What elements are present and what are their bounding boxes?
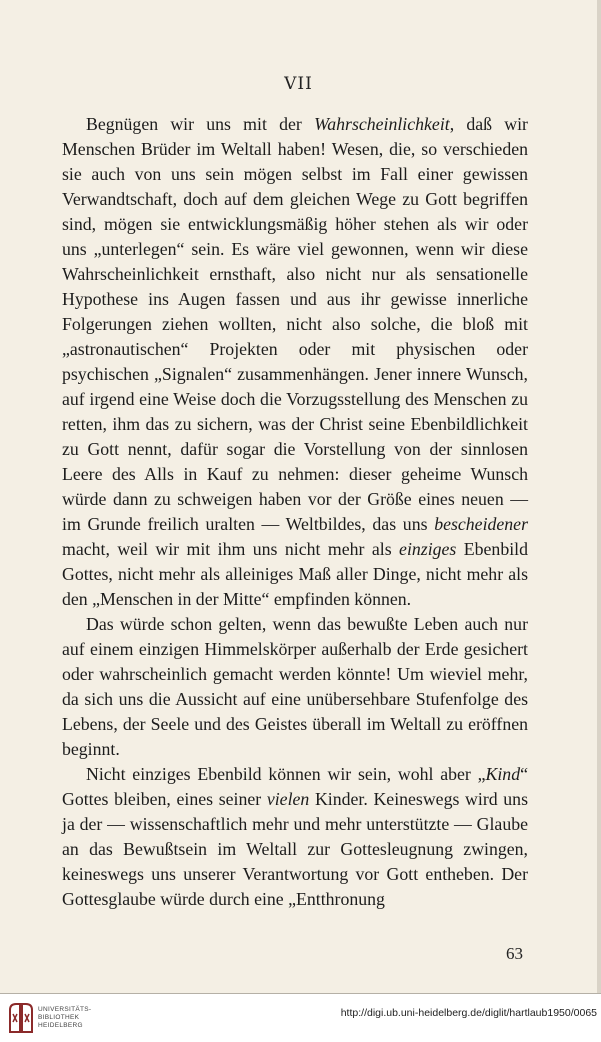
italic-text: einziges <box>399 539 457 559</box>
paragraph <box>62 762 528 912</box>
italic-text: Wahrscheinlichkeit <box>314 114 450 134</box>
institution-name <box>38 1006 91 1030</box>
institution-line: HEIDELBERG <box>38 1022 83 1029</box>
institution-line: BIBLIOTHEK <box>38 1014 80 1021</box>
paragraph <box>62 612 528 762</box>
text-run: Das würde schon gelten, wenn das bewußte Leben auch nur auf einem einzigen Himmelskörper außerhalb der Erde gesichert oder wahrscheinlich gemacht werden könnte! Um wieviel mehr, da sich uns die Aussicht auf eine unübersehbare Stufenfolge des Lebens, der Seele und des Geistes überall im Weltall zu eröffnen beginnt. <box>62 614 528 759</box>
footer-bar <box>0 993 601 1042</box>
italic-text: vielen <box>266 789 310 809</box>
text-run: macht, weil wir mit ihm uns nicht mehr als <box>62 539 400 559</box>
institution-line: UNIVERSITÄTS- <box>38 1006 92 1013</box>
body-text <box>62 112 528 912</box>
text-run: Ebenbild Gottes, nicht mehr als alleiniges Maß aller Dinge, nicht mehr als den „Menschen in der Mitte“ empfinden können. <box>62 539 528 609</box>
source-url-link[interactable]: http://digi.ub.uni-heidelberg.de/diglit/hartlaub1950/0065 <box>340 1007 597 1019</box>
text-run: Begnügen wir uns mit der <box>86 114 315 134</box>
text-run: , daß wir Menschen Brüder im Weltall haben! Wesen, die, so verschieden sie auch von uns sein mögen selbst im Fall einer gewissen Verwandtschaft, doch auf dem gleichen Wege zu Gott begriffen sind, mögen sie entwicklungsmäßig höher stehen als wir oder uns „unterlegen“ sein. Es wäre viel gewonnen, wenn wir diese Wahrscheinlichkeit ernsthaft, also nicht nur als sensationelle Hypothese ins Augen fassen und aus ihr gewisse innerliche Folgerungen ziehen wollten, nicht also solche, die bloß mit „astronautischen“ Projekten oder mit physischen oder psychischen „Signalen“ zusammenhängen. Jener innere Wunsch, auf irgend eine Weise doch die Vorzugsstellung des Menschen zu retten, ihm das zu sichern, was der Christ seine Ebenbildlichkeit zu Gott nennt, dafür sogar die Vorstellung von der sinnlosen Leere des Alls in Kauf zu nehmen: dieser geheime Wunsch würde dann zu schweigen haben vor der Größe eines neuen — im Grunde freilich uralten — Weltbildes, das uns <box>62 114 528 534</box>
italic-text: Kind <box>485 764 521 784</box>
chapter-heading: VII <box>284 74 313 94</box>
paragraph <box>62 112 528 612</box>
page-number: 63 <box>506 944 523 963</box>
italic-text: bescheidener <box>434 514 528 534</box>
text-run: “ Gottes bleiben, eines seiner <box>62 764 528 809</box>
heidelberg-university-library-logo-icon <box>6 1000 36 1036</box>
text-run: Nicht einziges Ebenbild können wir sein, wohl aber „ <box>86 764 486 784</box>
text-run: Kinder. Keineswegs wird uns ja der — wissenschaftlich mehr und mehr unterstützte — Glaube an das Bewußtsein im Weltall zur Gottesleugnung zwingen, keineswegs uns unserer Verantwortung vor Gott entheben. Der Gottesglaube würde durch eine „Entthronung <box>62 789 528 909</box>
